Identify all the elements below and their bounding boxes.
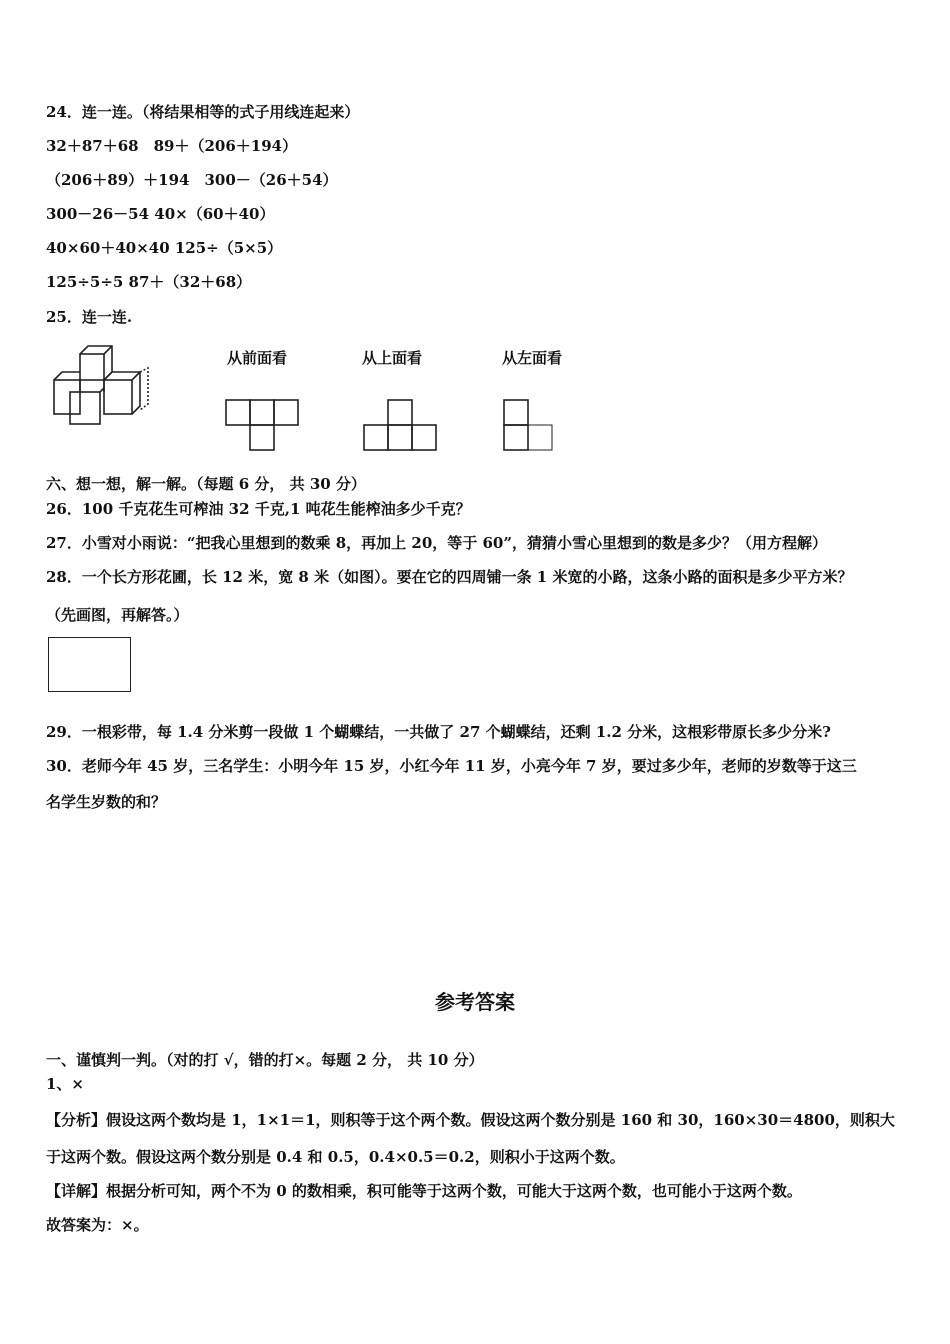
detail-text: 【详解】根据分析可知，两个不为 0 的数相乘，积可能等于这两个数，可能大于这两个数，也可能小于这两个数。 [46,1182,802,1200]
view-label-left: 从左面看 [502,349,563,367]
analysis-text: 【分析】假设这两个数均是 1，1×1＝1，则积等于这个两个数。假设这两个数分别是 160 和 30，160×30＝4800，则积大 [46,1111,895,1129]
q24-row-4: 40×60＋40×40 125÷（5×5） [46,239,283,257]
q28-instruction: （先画图，再解答。） [46,606,189,624]
section6-header: 六、想一想，解一解。（每题 6 分， 共 30 分） [46,475,366,493]
garden-rectangle-figure [48,637,131,692]
q30-text: 30．老师今年 45 岁，三名学生：小明今年 15 岁，小红今年 11 岁，小亮今年 7 岁，要过多少年，老师的岁数等于这三 [46,757,857,775]
cube-stack-figure [48,344,158,429]
q24-row-2: （206＋89）＋194 300－（26＋54） [46,171,338,189]
analysis-text-cont: 于这两个数。假设这两个数分别是 0.4 和 0.5，0.4×0.5＝0.2，则积小于这两个数。 [46,1148,625,1166]
q29-text: 29．一根彩带，每 1.4 分米剪一段做 1 个蝴蝶结，一共做了 27 个蝴蝶结，还剩 1.2 分米，这根彩带原长多少分米? [46,723,831,741]
answers-title: 参考答案 [435,990,515,1014]
q28-text: 28．一个长方形花圃，长 12 米，宽 8 米（如图）。要在它的四周铺一条 1 米宽的小路，这条小路的面积是多少平方米？ [46,568,853,586]
left-view-shape [500,396,560,454]
answer-1: 1、× [46,1075,85,1093]
answers-section1-header: 一、谨慎判一判。（对的打 √，错的打×。每题 2 分， 共 10 分） [46,1051,484,1069]
q24-row-5: 125÷5÷5 87＋（32＋68） [46,273,252,291]
view-label-top: 从上面看 [362,349,423,367]
q24-row-3: 300－26－54 40×（60＋40） [46,205,275,223]
top-view-shape [360,396,442,454]
q25-title: 25．连一连. [46,308,133,326]
conclusion-text: 故答案为：×。 [46,1216,149,1234]
q24-title: 24．连一连。（将结果相等的式子用线连起来） [46,103,360,121]
q26-text: 26．100 千克花生可榨油 32 千克,1 吨花生能榨油多少千克？ [46,500,471,518]
q30-text-cont: 名学生岁数的和？ [46,793,167,811]
view-label-front: 从前面看 [227,349,288,367]
q24-row-1: 32＋87＋68 89＋（206＋194） [46,137,298,155]
q27-text: 27．小雪对小雨说：“把我心里想到的数乘 8，再加上 20，等于 60”，猜猜小雪心里想到的数是多少？（用方程解） [46,534,827,552]
front-view-shape [222,396,304,454]
